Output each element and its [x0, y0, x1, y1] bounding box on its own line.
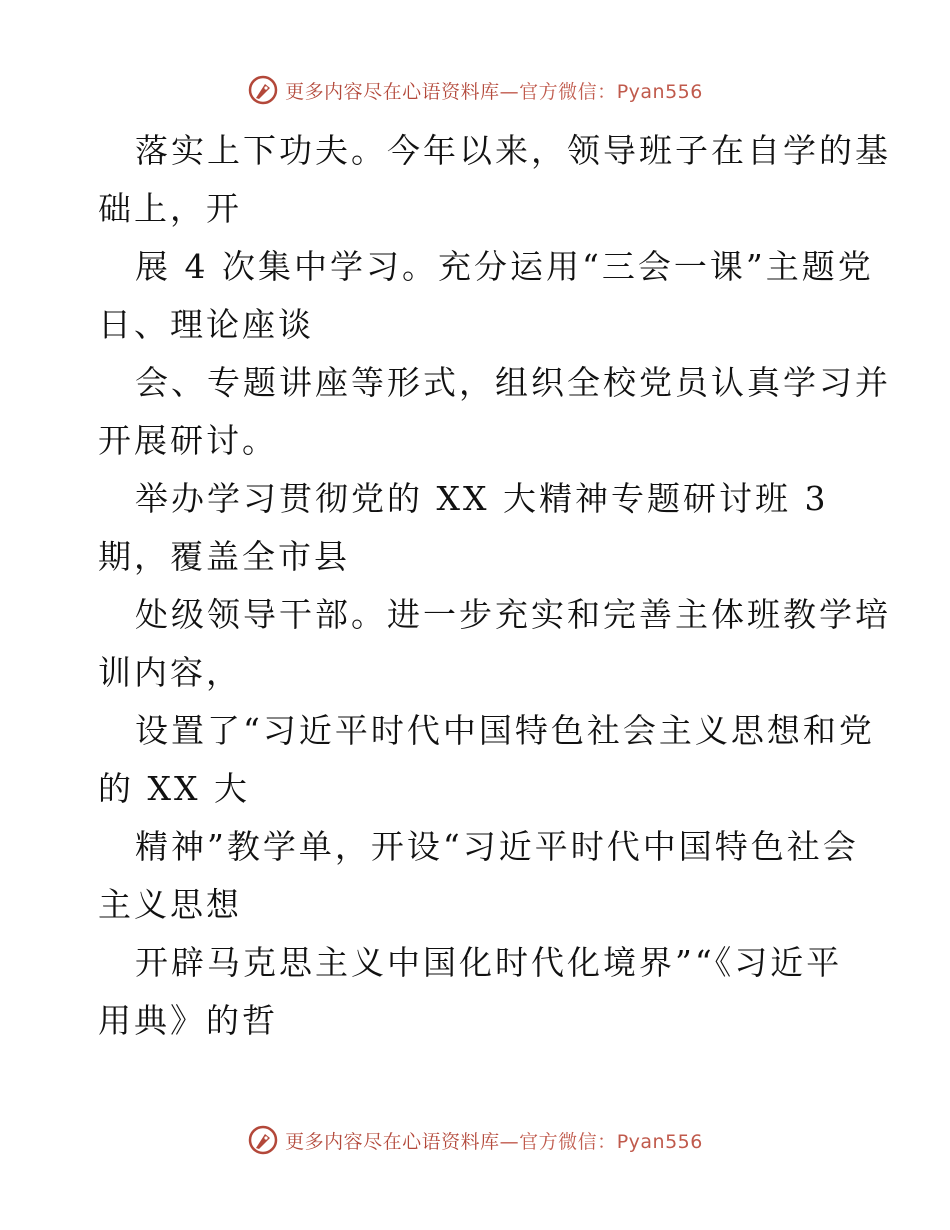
- text-line: 开展研讨。: [98, 421, 278, 460]
- watermark-wechat-label: 官方微信：: [519, 80, 617, 103]
- text-line: 础上，开: [98, 189, 242, 228]
- watermark-separator: —: [499, 1130, 520, 1153]
- text-line: 举办学习贯彻党的 XX 大精神专题研讨班 3: [135, 479, 829, 518]
- text-line: 精神”教学单，开设“习近平时代中国特色社会: [135, 827, 859, 866]
- text-line: 展 4 次集中学习。充分运用“三会一课”主题党: [135, 247, 874, 286]
- text-line: 日、理论座谈: [98, 305, 314, 344]
- watermark-brand: 更多内容尽在心语资料库: [285, 1130, 500, 1153]
- text-line: 主义思想: [98, 885, 242, 924]
- text-line: 开辟马克思主义中国化时代化境界”“《习近平: [135, 943, 843, 982]
- text-line: 期，覆盖全市县: [98, 537, 350, 576]
- footer-watermark: [0, 1120, 950, 1160]
- watermark-brand: 更多内容尽在心语资料库: [285, 80, 500, 103]
- text-line: 的 XX 大: [98, 769, 250, 808]
- text-line: 用典》的哲: [98, 1001, 278, 1040]
- watermark-wechat-id: Pyan556: [616, 80, 703, 103]
- document-body: [98, 122, 891, 1050]
- header-watermark: [0, 70, 950, 110]
- pen-nib-logo-icon: [247, 74, 279, 106]
- text-line: 处级领导干部。进一步充实和完善主体班教学培: [135, 595, 891, 634]
- watermark-wechat-id: Pyan556: [616, 1130, 703, 1153]
- text-line: 落实上下功夫。今年以来，领导班子在自学的基: [135, 131, 891, 170]
- text-line: 训内容，: [98, 653, 242, 692]
- watermark-separator: —: [499, 80, 520, 103]
- watermark-wechat-label: 官方微信：: [519, 1130, 617, 1153]
- pen-nib-logo-icon: [247, 1124, 279, 1156]
- text-line: 会、专题讲座等形式，组织全校党员认真学习并: [135, 363, 891, 402]
- text-line: 设置了“习近平时代中国特色社会主义思想和党: [135, 711, 875, 750]
